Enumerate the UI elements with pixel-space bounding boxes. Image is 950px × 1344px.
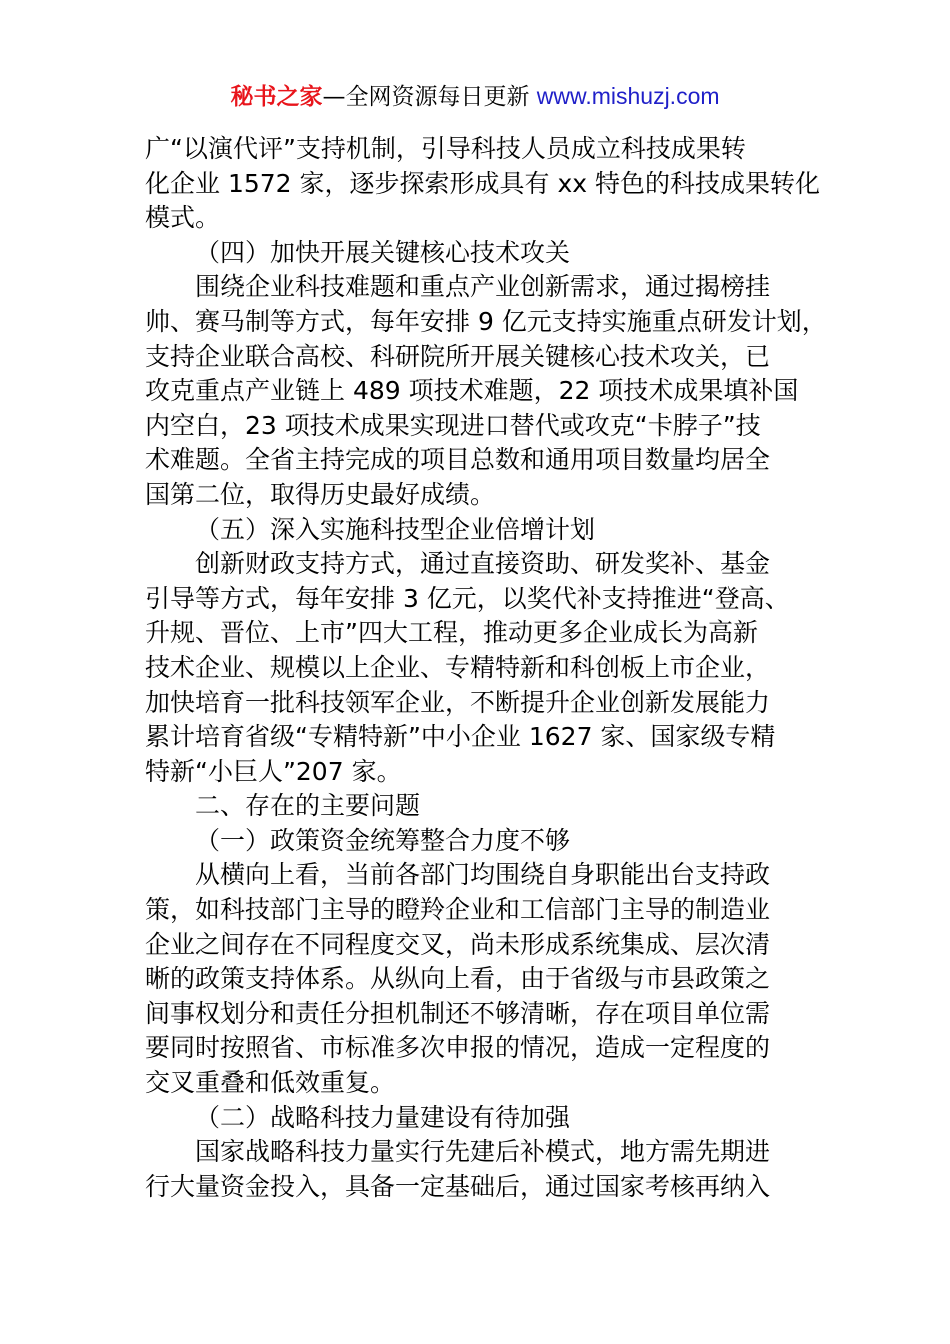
text-line: （一）政策资金统筹整合力度不够 <box>195 825 571 855</box>
text-line: 行大量资金投入，具备一定基础后，通过国家考核再纳入 <box>145 1171 771 1201</box>
brand-name: 秘书之家 <box>230 84 323 110</box>
text-line: 企业之间存在不同程度交叉，尚未形成系统集成、层次清 <box>145 929 771 959</box>
document-body <box>145 132 827 1204</box>
site-url[interactable]: www.mishuzj.com <box>536 83 720 109</box>
text-line: 要同时按照省、市标准多次申报的情况，造成一定程度的 <box>145 1033 771 1063</box>
header-tagline: —全网资源每日更新 <box>322 84 537 110</box>
text-line: 技术企业、规模以上企业、专精特新和科创板上市企业， <box>145 652 771 682</box>
text-line: 累计培育省级“专精特新”中小企业 1627 家、国家级专精 <box>145 722 776 752</box>
text-line: 创新财政支持方式，通过直接资助、研发奖补、基金 <box>195 549 771 579</box>
text-line: 攻克重点产业链上 489 项技术难题，22 项技术成果填补国 <box>145 376 799 406</box>
text-line: 支持企业联合高校、科研院所开展关键核心技术攻关，已 <box>145 341 771 371</box>
text-line: 加快培育一批科技领军企业，不断提升企业创新发展能力 <box>145 687 771 717</box>
text-line: 术难题。全省主持完成的项目总数和通用项目数量均居全 <box>145 445 771 475</box>
text-line: 从横向上看，当前各部门均围绕自身职能出台支持政 <box>195 860 771 890</box>
text-line: 二、存在的主要问题 <box>195 791 421 821</box>
text-line: 围绕企业科技难题和重点产业创新需求，通过揭榜挂 <box>195 272 771 302</box>
text-line: 交叉重叠和低效重复。 <box>145 1068 396 1098</box>
text-line: 化企业 1572 家，逐步探索形成具有 xx 特色的科技成果转化 <box>145 168 821 198</box>
text-line: 引导等方式，每年安排 3 亿元，以奖代补支持推进“登高、 <box>145 583 790 613</box>
text-line: （二）战略科技力量建设有待加强 <box>195 1102 571 1132</box>
text-line: 帅、赛马制等方式，每年安排 9 亿元支持实施重点研发计划， <box>145 306 827 336</box>
site-header <box>0 80 950 113</box>
text-line: （五）深入实施科技型企业倍增计划 <box>195 514 596 544</box>
text-line: 间事权划分和责任分担机制还不够清晰，存在项目单位需 <box>145 998 771 1028</box>
text-line: 国家战略科技力量实行先建后补模式，地方需先期进 <box>195 1137 771 1167</box>
text-line: 国第二位，取得历史最好成绩。 <box>145 479 496 509</box>
text-line: （四）加快开展关键核心技术攻关 <box>195 237 571 267</box>
text-line: 升规、晋位、上市”四大工程，推动更多企业成长为高新 <box>145 618 758 648</box>
text-line: 模式。 <box>145 203 221 233</box>
text-line: 策，如科技部门主导的瞪羚企业和工信部门主导的制造业 <box>145 895 771 925</box>
text-line: 晰的政策支持体系。从纵向上看，由于省级与市县政策之 <box>145 964 771 994</box>
text-line: 广“以演代评”支持机制，引导科技人员成立科技成果转 <box>145 134 746 163</box>
text-line: 内空白，23 项技术成果实现进口替代或攻克“卡脖子”技 <box>145 410 761 440</box>
text-line: 特新“小巨人”207 家。 <box>145 756 402 786</box>
